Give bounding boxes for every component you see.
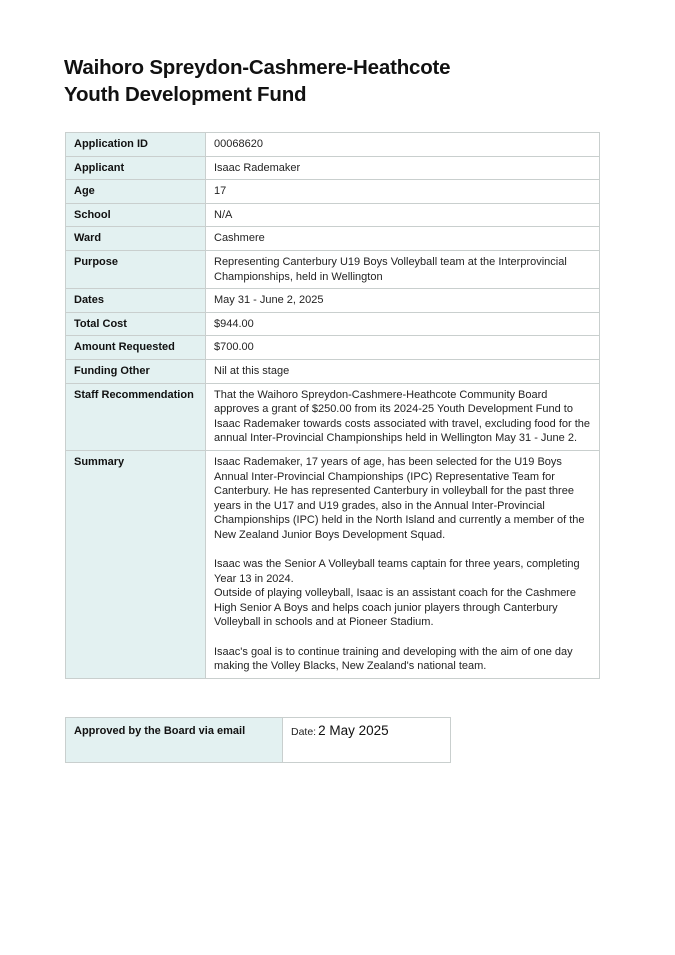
row-value-amount-requested: $700.00 bbox=[206, 336, 600, 360]
row-label-funding-other: Funding Other bbox=[66, 359, 206, 383]
row-value-age: 17 bbox=[206, 180, 600, 204]
row-label-applicant: Applicant bbox=[66, 156, 206, 180]
row-label-ward: Ward bbox=[66, 227, 206, 251]
page-title-line-1: Waihoro Spreydon-Cashmere-Heathcote bbox=[64, 56, 451, 79]
approval-table bbox=[65, 717, 451, 763]
approval-date-value: 2 May 2025 bbox=[318, 723, 389, 738]
application-details-table bbox=[65, 132, 600, 679]
summary-paragraph-1: Isaac Rademaker, 17 years of age, has been selected for the U19 Boys Annual Inter-Provincial Championships (IPC) Representative Team for Canterbury. He has represented Canterbury in volleyball for the past three years in the U17 and U19 grades, also in the Annual Inter-Provincial Championships (IPC) held in the North Island and currently a member of the New Zealand Junior Boys Development Squad. bbox=[214, 455, 585, 541]
approval-date-label: Date: bbox=[291, 726, 317, 738]
table-row bbox=[66, 227, 600, 251]
approval-label: Approved by the Board via email bbox=[66, 718, 283, 763]
summary-paragraph-3: Outside of playing volleyball, Isaac is an assistant coach for the Cashmere High Senior A Boys and helps coach junior players through Canterbury Volleyball in schools and at Pioneer Stadium. bbox=[214, 587, 576, 629]
approval-date-cell bbox=[283, 718, 451, 763]
table-row bbox=[66, 336, 600, 360]
row-label-school: School bbox=[66, 203, 206, 227]
page-title bbox=[64, 54, 624, 108]
application-details-body bbox=[66, 133, 600, 679]
table-row-summary bbox=[66, 450, 600, 678]
row-value-purpose: Representing Canterbury U19 Boys Volleyball team at the Interprovincial Championships, held in Wellington bbox=[206, 250, 600, 288]
row-label-purpose: Purpose bbox=[66, 250, 206, 288]
table-row bbox=[66, 289, 600, 313]
summary-paragraph-4: Isaac's goal is to continue training and developing with the aim of one day making the Volley Blacks, New Zealand's national team. bbox=[214, 645, 573, 673]
row-label-amount-requested: Amount Requested bbox=[66, 336, 206, 360]
page-title-line-2: Youth Development Fund bbox=[64, 83, 307, 106]
table-row bbox=[66, 250, 600, 288]
row-value-dates: May 31 - June 2, 2025 bbox=[206, 289, 600, 313]
row-value-total-cost: $944.00 bbox=[206, 312, 600, 336]
row-label-age: Age bbox=[66, 180, 206, 204]
row-label-dates: Dates bbox=[66, 289, 206, 313]
summary-paragraph-2: Isaac was the Senior A Volleyball teams captain for three years, completing Year 13 in 2024. bbox=[214, 558, 580, 585]
row-label-application-id: Application ID bbox=[66, 133, 206, 157]
row-value-staff-recommendation: That the Waihoro Spreydon-Cashmere-Heathcote Community Board approves a grant of $250.00 from its 2024-25 Youth Development Fund to Isaac Rademaker towards costs associated with travel, excluding food for the annual Inter-Provincial Championships held in Wellington May 31 - June 2. bbox=[206, 383, 600, 450]
table-row bbox=[66, 359, 600, 383]
row-value-application-id: 00068620 bbox=[206, 133, 600, 157]
row-label-summary: Summary bbox=[66, 450, 206, 678]
row-value-applicant: Isaac Rademaker bbox=[206, 156, 600, 180]
table-row bbox=[66, 133, 600, 157]
table-row bbox=[66, 156, 600, 180]
table-row bbox=[66, 383, 600, 450]
row-value-school: N/A bbox=[206, 203, 600, 227]
row-value-ward: Cashmere bbox=[206, 227, 600, 251]
row-value-funding-other: Nil at this stage bbox=[206, 359, 600, 383]
table-row bbox=[66, 312, 600, 336]
approval-row bbox=[66, 718, 451, 763]
table-row bbox=[66, 203, 600, 227]
row-value-summary bbox=[206, 450, 600, 678]
table-row bbox=[66, 180, 600, 204]
row-label-staff-recommendation: Staff Recommendation bbox=[66, 383, 206, 450]
approval-table-body bbox=[66, 718, 451, 763]
row-label-total-cost: Total Cost bbox=[66, 312, 206, 336]
